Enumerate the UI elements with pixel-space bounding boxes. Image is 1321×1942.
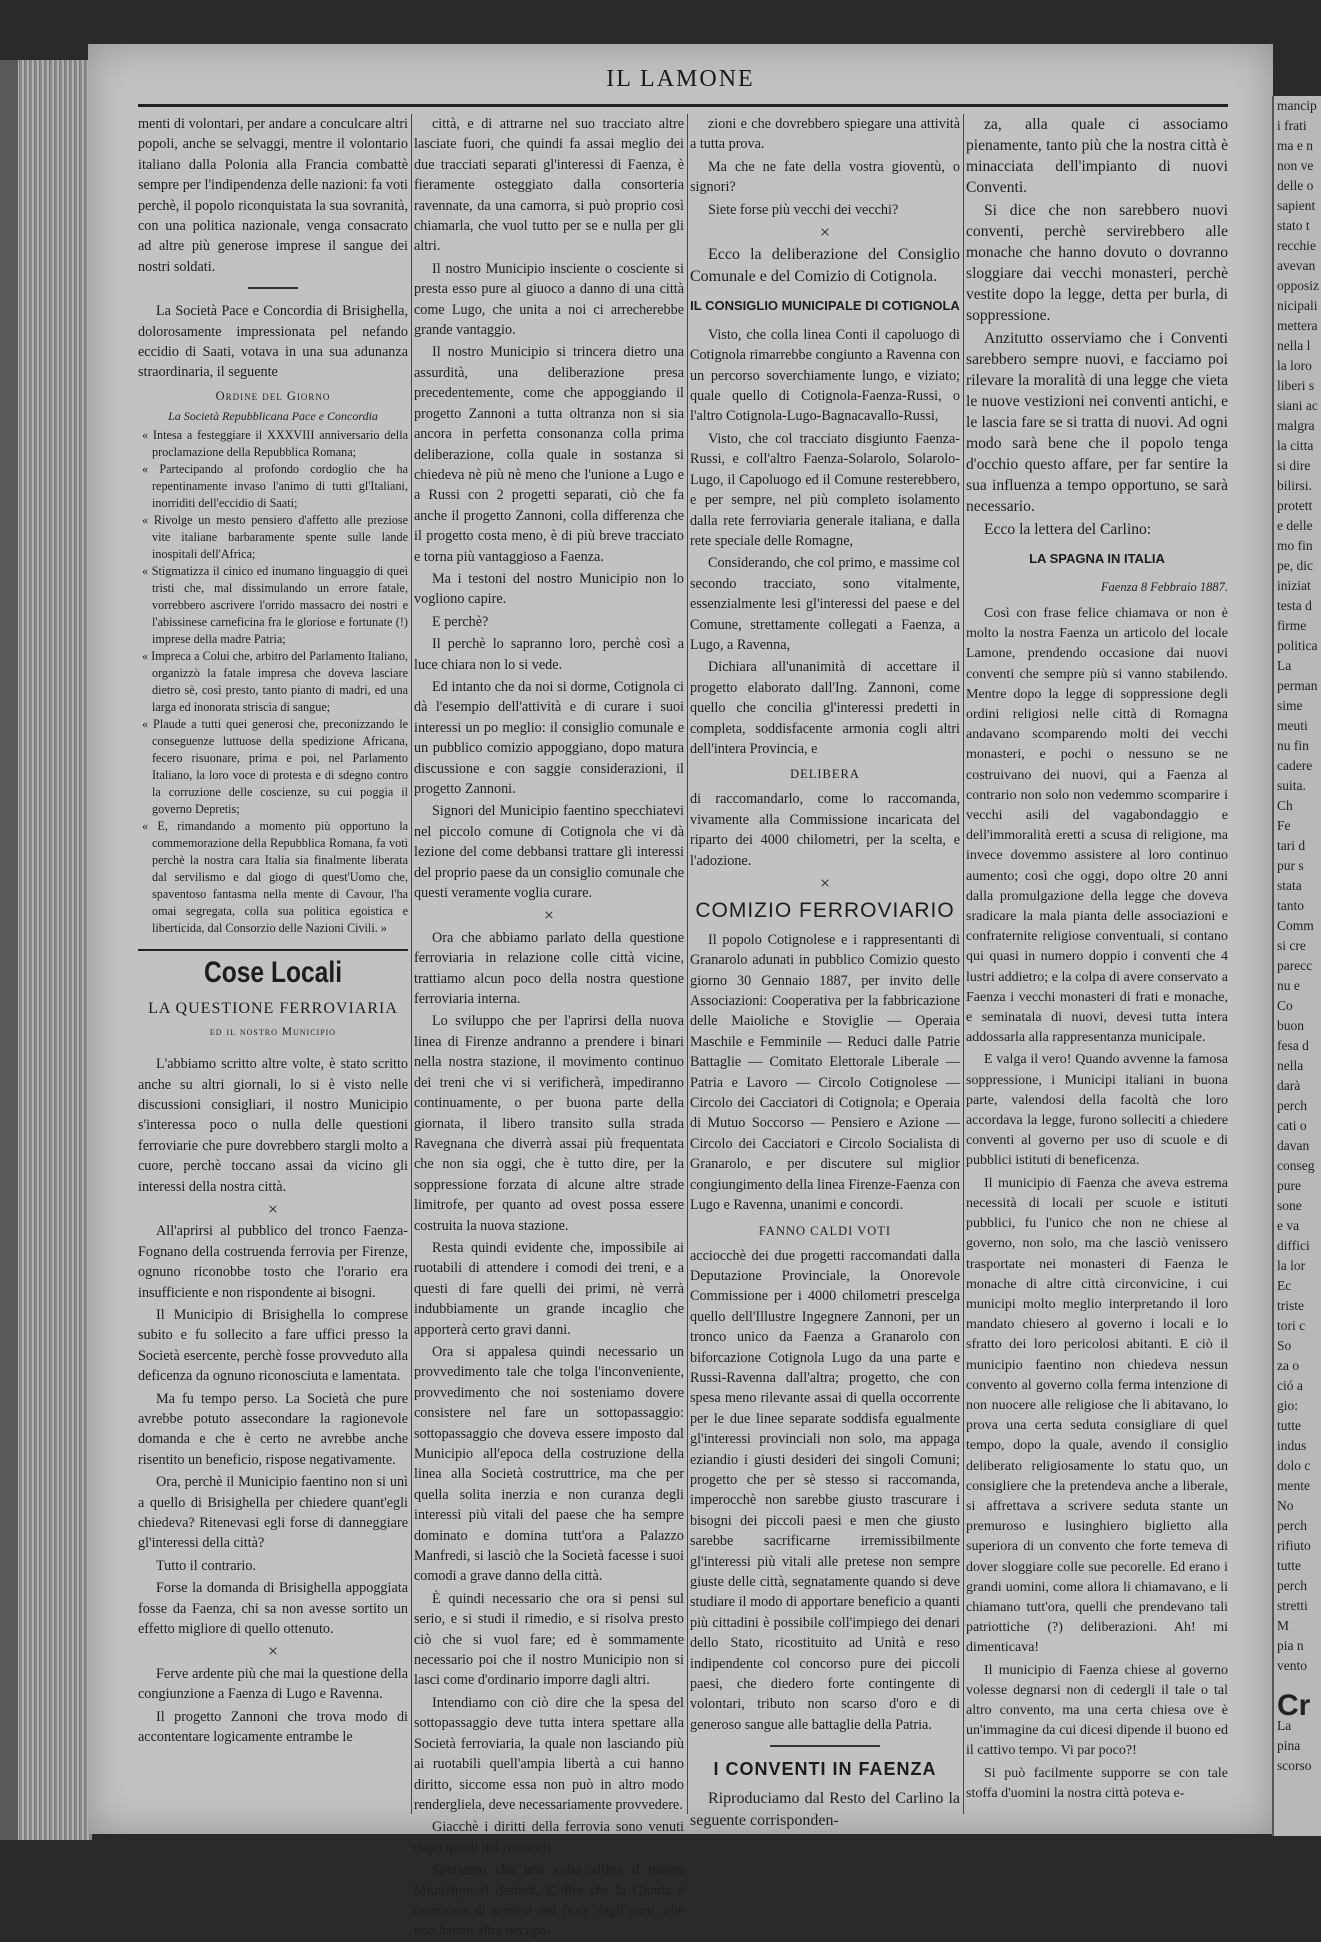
column-1 [138, 114, 408, 1814]
next-page-line: cati o [1277, 1118, 1307, 1133]
next-page-line: stato t [1277, 218, 1310, 233]
next-page-line: Fe [1277, 818, 1291, 833]
next-page-line: mettera [1277, 318, 1318, 333]
next-page-line: davan [1277, 1138, 1310, 1153]
odg-intro: La Società Repubblicana Pace e Concordia [168, 408, 378, 423]
odg-items [138, 427, 408, 937]
paragraph: città, e di attrarne nel suo tracciato altre lasciate fuori, che quindi fa assai meglio dei due tracciati separati gl'interessi di Faenza, è fieramente osteggiato dalla consorteria ravennate, da una camorra, si può proprio così chiamarla, che vuol tutto per se e nulla per gli altri. [414, 116, 684, 255]
paragraph: Ora che abbiamo parlato della questione ferroviaria in relazione colle città vicine, trattiamo alcun poco della nostra questione ferroviaria interna. [414, 929, 684, 1008]
cross-separator: × [543, 905, 555, 926]
paragraph: « Plaude a tutti quei generosi che, preconizzando le conseguenze luttuose della spedizione Africana, fecero risuonare, prima e poi, nel Parlamento Italiano, la loro voce di protesta e di sdegno contro la corruzione delle coscienze, su cui poggia il governo Depretis; [142, 716, 408, 816]
separator-full [138, 949, 408, 951]
next-page-line: mente [1277, 1478, 1310, 1493]
next-page-line: pia n [1277, 1638, 1304, 1653]
paragraph: Si può facilmente supporre se con tale stoffa d'uomini la nostra città poteva e- [966, 1765, 1228, 1801]
next-page-line: darà [1277, 1078, 1301, 1093]
odg-title: Ordine del Giorno [215, 388, 331, 403]
next-page-line: gio: [1277, 1398, 1299, 1413]
next-page-line: nicipali [1277, 298, 1318, 313]
paragraph: Signori del Municipio faentino specchiatevi nel piccolo comune di Cotignola che vi dà lezione del come debbansi trattare gli interessi del proprio paese da un consiglio comunale che questi veramente voglia curare. [414, 803, 684, 902]
separator [248, 287, 298, 289]
next-page-line: sone [1277, 1198, 1302, 1213]
paragraph: Il nostro Municipio insciente o cosciente si presta esso pure al giuoco a danno di una città come Lugo, che unita a noi ci arrecherebbe grande vantaggio. [414, 260, 684, 339]
paragraph: Ora si appalesa quindi necessario un provvedimento tale che tolga l'inconveniente, provvedimento che noi sosteniamo dovere consistere nel fare un sottopassaggio: sottopassaggio che doveva essere imposto dal Municipio all'epoca della costruzione della linea alla Società costruttrice, ma che per quella solita inerzia e non curanza degli interessi più vitali del paese che ha sempre dominato e domina tutt'ora a Palazzo Manfredi, si lasciò che la Società facesse i suoi comodi a grave danno della città. [414, 1343, 684, 1585]
paragraph: « E, rimandando a momento più opportuno la commemorazione della Repubblica Romana, fa voti perchè la nostra cara Italia sia finalmente liberata dal servilismo e dal giogo di quest'Uomo che, spaventoso fantasma nella mente di Cavour, l'ha omai segregata, colla sua politica egoistica e liberticida, dal Consorzio delle Nazioni Civili. » [142, 818, 408, 935]
next-page-line: si cre [1277, 938, 1306, 953]
paragraph: Ma i testoni del nostro Municipio non lo vogliono capire. [414, 570, 684, 608]
paragraph: Forse la domanda di Brisighella appoggiata fosse da Faenza, chi sa non avesse sortito un effetto migliore di quello ottenuto. [138, 1580, 408, 1638]
paragraph: Giacchè i diritti della ferrovia sono venuti dopo quelli dei ruotabili. [414, 1819, 684, 1856]
paragraph: za, alla quale ci associamo pienamente, tanto più che la nostra città è minacciata dell'impianto di nuovi Conventi. [966, 116, 1228, 196]
voti-text: acciocchè dei due progetti raccomandati dalla Deputazione Provinciale, la Onorevole Commissione per i 4000 chilometri prescelga quello dell'Illustre Ingegnere Zannoni, per un tronco unico da Faenza a Granarolo con biforcazione Cotignola Lugo da una parte e Russi-Ravenna dall'altra; progetto, che con spesa meno rilevante assai di quella occorrente per le due linee separate soddisfa egualmente gl'interessi provinciali non solo, ma appaga eziandio i giusti desideri dei singoli Comuni; progetto che per sè stesso si raccomanda, imperocchè non sarebbe giusto trascurare i bisogni dei piccoli paesi e men che giusto sarebbe sacrificarne irremissibilmente gl'interessi più vitali alle pretese non sempre giuste delle città, segnatamente quando si deve studiare il modo di apportare beneficio a quanti più cittadini è possibile coll'impiego dei denari dello Stato, ricostituito ad Unità e reso indipendente col concorso pure dei piccoli paesi, che diedero forte contingente di volontari, tributo non scarso d'oro e di generoso sangue alle battaglie della Patria. [690, 1247, 960, 1733]
next-page-line: nella l [1277, 338, 1311, 353]
next-page-line: sime [1277, 698, 1303, 713]
col1-paras-b [138, 1221, 408, 1639]
spagna-title: LA SPAGNA IN ITALIA [1029, 551, 1165, 566]
paragraph: menti di volontari, per andare a conculcare altri popoli, anche se selvaggi, mentre il volontario italiano dalla Polonia alla Francia combattè sempre per l'indipendenza delle nazioni: fa voti perchè, il popolo riconquistata la sua sovranità, con una politica nazionale, venga consacrato ad altre più generose imprese il sangue dei nostri soldati. [138, 116, 408, 275]
next-page-heading: Cr [1277, 1689, 1311, 1722]
paragraph: Il progetto Zannoni che trova modo di accontentare logicamente entrambe le [138, 1708, 408, 1746]
masthead: IL LAMONE [606, 66, 755, 92]
next-page-line: avevan [1277, 258, 1316, 273]
masthead-rule [138, 104, 1228, 107]
riproduciamo-paragraph: Riproduciamo dal Resto del Carlino la seguente corrisponden- [690, 1789, 960, 1829]
paragraph: Visto, che colla linea Conti il capoluogo di Cotignola rimarrebbe congiunto a Ravenna con un percorso soverchiamente lungo, e viziato; quale quello di Cotignola-Faenza-Russi, o l'altro Cotignola-Lugo-Bagnacavallo-Russi, [690, 326, 960, 425]
next-page-line: diffici [1277, 1238, 1310, 1253]
next-page-line: firme [1277, 618, 1307, 633]
next-page-line: La [1277, 658, 1292, 673]
columns [138, 114, 1228, 1940]
next-page-line: mancip [1277, 98, 1317, 113]
next-page-line: nella [1277, 1058, 1304, 1073]
next-page-line: indus [1277, 1438, 1307, 1453]
paragraph: Il municipio di Faenza che aveva estrema necessità di locali per scuole e istituti pubblici, fu l'unico che non ne chiese al governo, non solo, ma che lasciò venissero trasportate nei monasteri di Faenza le monache di altre città circonvicine, i cui municipi molto meglio interpretando il loro mandato chiesero al governo i locali e lo sfratto dei loro pericolosi abitanti. E ciò il municipio faentino non chiedeva nessun convento al governo colla ferma intenzione di non nuocere alle religiose che li abitavano, lo prova una certa seduta consigliare di quel tempo, dopo la quale, avendo il consiglio deliberato religiosamente lo statu quo, un consigliere che la pretendeva anche a liberale, si affrettava a scrivere seduta stante un premuroso e lusinghiero biglietto alla superiora di un convento che forte temeva di dover sloggiare colle sue pecorelle. Ed erano i grandi uomini, come allora li chiamavano, e li chiamano tutt'ora, quelli che prendevano tali patriottiche (?) deliberazioni. Ah! mi dimenticava! [966, 1175, 1228, 1656]
next-page-line: sapient [1277, 198, 1316, 213]
paragraph: L'abbiamo scritto altre volte, è stato scritto anche su altri giornali, lo si è visto nelle discussioni consigliari, il nostro Municipio s'interessa poco o nulla delle questioni ferroviarie che pure dovrebbero stargli molto a cuore, perchè toccano assai da vicino gli interessi della nostra città. [138, 1056, 408, 1195]
fanno-voti-heading: FANNO CALDI VOTI [758, 1223, 892, 1238]
paragraph: Ed intanto che da noi si dorme, Cotignola ci dà l'esempio dell'attività e di curare i suoi interessi un po meglio: il consiglio comunale e un pubblico comizio appoggiano, dopo matura discussione e con saggie considerazioni, il progetto Zannoni. [414, 678, 684, 797]
paragraph: Siete forse più vecchi dei vecchi? [708, 201, 899, 218]
paragraph: Si dice che non sarebbero nuovi conventi, perchè servirebbero alle monache che hanno dovuto o dovranno sloggiare dai vecchi monasteri, perchè vestite dopo la legge, detta per burla, di soppressione. [966, 202, 1228, 324]
next-page-line: la lor [1277, 1258, 1306, 1273]
next-page-line: suita. [1277, 778, 1306, 793]
next-page-line: Ch [1277, 798, 1293, 813]
next-page-line: perch [1277, 1098, 1307, 1113]
next-page-line: siani ac [1277, 398, 1318, 413]
paragraph: « Stigmatizza il cinico ed inumano linguaggio di quei tristi che, mal dissimulando un errore fatale, vorrebbero ascrivere l'orrido massacro dei nostri e l'abissinese carneficina fra le gloriose e fortunate (!) imprese della madre Patria; [142, 563, 408, 646]
column-divider [411, 114, 412, 1814]
next-page-line: pure [1277, 1178, 1301, 1193]
newspaper-page [88, 44, 1273, 1940]
separator [770, 1745, 880, 1747]
next-page-bottom [1274, 1716, 1321, 1776]
col1-paras-a [138, 1054, 408, 1197]
next-page-line: tutte [1277, 1558, 1301, 1573]
next-page-line: delle o [1277, 178, 1314, 193]
next-page-line: liberi s [1277, 378, 1315, 393]
paragraph: Il municipio di Faenza chiese al governo volesse degnarsi non di cedergli il tale o tal altro convento, ma una certa chiesa ove è un'immagine da cui dicesi dipende il buono ed il cattivo tempo. Vi par poco?! [966, 1662, 1228, 1759]
next-page-line: vento [1277, 1658, 1307, 1673]
next-page-line: conseg [1277, 1158, 1315, 1173]
next-page-line: e va [1277, 1218, 1300, 1233]
next-page-line: politica [1277, 638, 1318, 653]
comizio-text: Il popolo Cotignolese e i rappresentanti di Granarolo adunati in pubblico Comizio questo giorno 30 Gennaio 1887, per invito delle Associazioni: Cooperativa per la fabbricazione delle Maioliche e Stoviglie — Operaia Maschile e Femminile — Reduci dalle Patrie Battaglie — Comitato Elettorale Liberale — Patria e Lavoro — Circolo Cotignolese — Circolo dei Cacciatori di Cotignola; e Operaia di Mutuo Soccorso — Pensiero e Azione — Circolo dei Cacciatori e Circolo Socialista di Granarolo, e per discutere sul miglior congiungimento della linea Firenze-Faenza con Lugo e Ravenna, unanimi e concordi. [690, 931, 960, 1214]
next-page-line: buon [1277, 1018, 1304, 1033]
next-page-line: pe, dic [1277, 558, 1313, 573]
ecco-paragraph: Ecco la deliberazione del Consiglio Comunale e del Comizio di Cotignola. [690, 246, 960, 286]
paragraph: Tutto il contrario. [156, 1557, 256, 1574]
next-page-line: cadere [1277, 758, 1313, 773]
cross-separator: × [267, 1198, 279, 1219]
next-page-line: non ve [1277, 158, 1314, 173]
book-spine [0, 60, 18, 1840]
cross-separator: × [819, 222, 831, 243]
column-divider [963, 114, 964, 1814]
next-page-line: stretti [1277, 1598, 1308, 1613]
next-page-line: ció a [1277, 1378, 1303, 1393]
paragraph: « Rivolge un mesto pensiero d'affetto alle preziose vite italiane barbaramente spente sulle lande inospitali dell'Africa; [142, 512, 408, 561]
comizio-title: COMIZIO FERROVIARIO [695, 899, 955, 923]
dateline: Faenza 8 Febbraio 1887. [1100, 580, 1228, 594]
paragraph: Resta quindi evidente che, impossibile ai ruotabili di attendere i comodi dei treni, e a questi di fare quelli dei primi, nè verrà indubbiamente un grande incaglio che apporterà certo gravi danni. [414, 1239, 684, 1338]
next-page-line: perman [1277, 678, 1318, 693]
paragraph: Visto, che col tracciato disgiunto Faenza-Russi, e coll'altro Faenza-Solarolo, Solarolo-Lugo, il Capoluogo ed il Comune resterebbero, e per sempre, nel più completo isolamento dalla rete ferroviaria generale italiana, e dalla rete speciale delle Romagne, [690, 430, 960, 549]
next-page-line: tutte [1277, 1418, 1301, 1433]
next-page-line: nu e [1277, 978, 1300, 993]
next-page-fragment [1272, 96, 1321, 1836]
next-page-line: dolo c [1277, 1458, 1311, 1473]
paragraph: Considerando, che col primo, e massime col secondo tracciato, sono vitalmente, essenzialmente lesi gl'interessi del paese e del Comune, strettamente collegati a Faenza, a Lugo, a Ravenna, [690, 555, 960, 653]
next-page-line: tanto [1277, 898, 1304, 913]
column-4 [966, 114, 1228, 1814]
delibera-text: di raccomandarlo, come lo raccomanda, vivamente alla Commissione incaricata del riparto dei 4000 chilometri, per la scelta, e l'adozione. [690, 791, 960, 869]
next-page-line: fesa d [1277, 1038, 1309, 1053]
next-page-line: scorso [1277, 1758, 1312, 1773]
next-page-line: Comm [1277, 918, 1314, 933]
next-page-line: tari d [1277, 838, 1306, 853]
paragraph: E valga il vero! Quando avvenne la famosa soppressione, i Municipi italiani in buona parte, valendosi della facoltà che loro accordava la legge, furono solleciti a chiedere conventi al governo per uso di scuole e di pubblici istituti di beneficenza. [966, 1052, 1228, 1169]
next-page-line: opposiz [1277, 278, 1319, 293]
next-page-line: rifiuto [1277, 1538, 1311, 1553]
paragraph: « Partecipando al profondo cordoglio che ha repentinamente invaso l'animo di tutti gl'Italiani, inorriditi dell'eccidio di Saati; [142, 461, 408, 510]
next-page-line: la loro [1277, 358, 1312, 373]
questione-subtitle: ed il nostro Municipio [209, 1025, 337, 1038]
paragraph: Ora, perchè il Municipio faentino non si unì a quello di Brisighella per chiedere quant'egli chiedeva? Ritenevasi egli forse di danneggiare gl'interessi della città? [138, 1474, 408, 1552]
paragraph: zioni e che dovrebbero spiegare una attività a tutta prova. [690, 116, 960, 153]
next-page-line: perch [1277, 1578, 1307, 1593]
next-page-line: iniziat [1277, 578, 1311, 593]
cross-separator: × [267, 1641, 279, 1662]
paragraph: « Impreca a Colui che, arbitro del Parlamento Italiano, organizzò la fatale impresa che doveva lasciare dietro sè, così presto, tanto pianto di madri, ed una larga ed inonorata striscia di sangue; [142, 648, 408, 714]
consiglio-title: IL CONSIGLIO MUNICIPALE DI COTIGNOLA [690, 298, 960, 314]
col2-paras-b [414, 928, 684, 1942]
next-page-line: bilirsi. [1277, 478, 1312, 493]
paragraph: Intendiamo con ciò dire che la spesa del sottopassaggio deve tutta intera spettare alla Società ferroviaria, la quale non lasciando più ai ruotabili quell'ampia libertà a cui hanno diritto, siccome essa non può in altro modo rendergliela, deve necessariamente provvedere. [414, 1694, 684, 1813]
next-page-line: mo fin [1277, 538, 1313, 553]
next-page-line: recchie [1277, 238, 1316, 253]
delibera-heading: DELIBERA [790, 767, 860, 782]
paragraph: Il nostro Municipio si trincera dietro una assurdità, una deliberazione presa precedentemente, come che appoggiando il progetto Zannoni a tutta oltranza non si sia ancora in perfetta consonanza colla prima deliberazione, colla quale in sostanza si chiedeva nè più nè meno che l'unione a Lugo e a Russi con 2 progetti separati, ciò che fa anche il progetto Zannoni, colla differenza che il progetto costa meno, è di più breve tracciato e torna più vantaggioso a Faenza. [414, 344, 684, 565]
next-page-line: So [1277, 1338, 1292, 1353]
paragraph: Il perchè lo sapranno loro, perchè così a luce chiara non lo si vede. [414, 636, 684, 673]
next-page-line: protett [1277, 498, 1313, 513]
paragraph: Lo sviluppo che per l'aprirsi della nuova linea di Firenze andranno a prendere i binari nella nostra stazione, il movimento continuo dei treni che vi si verificherà, impediranno continuamente, o per buona parte della giornata, il libero transito sulla strada Ravegnana che diverrà assai più frequentata che non sia oggi, che è tutto dire, per la soppressione forzata di alcune altre strade limitrofe, per quanto ad ovest possa essere costruita la nuova stazione. [414, 1013, 684, 1234]
paragraph: Ma che ne fate della vostra gioventù, o signori? [690, 158, 960, 196]
col4-paras-a [966, 114, 1228, 540]
paragraph: Così con frase felice chiamava or non è molto la nostra Faenza un articolo del locale Lamone, prendendo occasione dai nuovi conventi che sempre più si vanno stabilendo. Mentre dopo la legge di soppressione degli ordini religiosi nelle città di Romagna andavano scomparendo molti dei vecchi monasteri, e pochi o nessuno se ne costruivano dei nuovi, qui a Faenza al contrario non solo non vedemmo scomparire i vecchi asili del vagabondaggio e dell'immoralità eretti a scusa di religione, ma invece dovemmo assistere al loro continuo aumento; così che oggi, dopo oltre 20 anni dalla promulgazione della legge che doveva sradicare la mala pianta delle associazioni e confraternite religiose conventuali, si contano qui quasi in numero doppio i conventi che 4 lustri addietro; e la colpa di avere conservato a Faenza i vecchi monasteri di frati e monache, e seminatala di nuovi, devesi tutta intera addossarla alla rappresentanza municipale. [966, 606, 1228, 1046]
next-page-line: Co [1277, 998, 1293, 1013]
col1-intro [138, 114, 408, 277]
next-page-line: tori c [1277, 1318, 1306, 1333]
next-page-line: nu fin [1277, 738, 1309, 753]
paragraph: Anzitutto osserviamo che i Conventi sarebbero sempre nuovi, e facciamo poi rilevare la moralità di una legge che vieta le nuove vestizioni nei conventi antichi, e le lascia fare se si tratta di nuovi. Ad ogni modo sarà bene che il popolo tenga d'occhio questo affare, per far sentire la sua influenza a tempo opportuno, se sarà necessario. [966, 330, 1228, 515]
paragraph: Ecco la lettera del Carlino: [984, 521, 1152, 538]
next-page-line: e delle [1277, 518, 1313, 533]
column-divider [687, 114, 688, 1814]
col3-paras-b [690, 325, 960, 760]
paragraph: È quindi necessario che ora si pensi sul serio, e si studi il rimedio, e si risolva presto ciò che si vuol fare; ed è sommamente necessario poi che il nostro Municipio non si lasci come d'ordinario imporre dagli altri. [414, 1590, 684, 1689]
next-page-line: Ec [1277, 1278, 1292, 1293]
cose-locali-heading: Cose Locali [203, 955, 343, 989]
paragraph: Speriamo che una volta alfine il nostro Municipio si desterà. E dire che la Giunta è composta di uomini nel fiore degli anni, che non hanno altre occupa- [414, 1862, 684, 1940]
paragraph: Ferve ardente più che mai la questione della congiunzione a Faenza di Lugo e Ravenna. [138, 1665, 408, 1703]
paragraph: Ma fu tempo perso. La Società che pure avrebbe potuto assecondare la ragionevole domanda e che è certo ne avrebbe anche risentito un beneficio, rispose negativamente. [138, 1390, 408, 1468]
col2-paras-a [414, 114, 684, 903]
conventi-title: I CONVENTI IN FAENZA [713, 1759, 937, 1780]
next-page-line: za o [1277, 1358, 1300, 1373]
cross-separator: × [819, 873, 831, 893]
col3-paras-a [690, 114, 960, 220]
next-page-text [1274, 96, 1321, 1676]
next-page-line: pur s [1277, 858, 1304, 873]
next-page-line: parecc [1277, 958, 1313, 973]
next-page-line: No [1277, 1498, 1294, 1513]
next-page-line: meuti [1277, 718, 1308, 733]
societa-paragraph: La Società Pace e Concordia di Brisighella, dolorosamente impressionata pel nefando eccidio di Saati, votava in una sua adunanza straordinaria, il seguente [138, 303, 408, 381]
next-page-line: La [1277, 1718, 1292, 1733]
paragraph: Dichiara all'unanimità di accettare il progetto elaborato dall'Ing. Zannoni, come quello che concilia gl'interessi predetti in completa, soddisfacente armonia cogli altri dell'intera Provincia, e [690, 659, 960, 757]
next-page-line: pina [1277, 1738, 1301, 1753]
next-page-line: testa d [1277, 598, 1312, 613]
column-2 [414, 114, 684, 1940]
col1-paras-c [138, 1664, 408, 1748]
next-page-line: stata [1277, 878, 1302, 893]
paragraph: Il Municipio di Brisighella lo comprese subito e fu sollecito a fare uffici presso la Società esercente, perchè fosse provveduto alla deficenza da ognuno riconosciuta e lamentata. [138, 1306, 408, 1385]
next-page-line: malgra [1277, 418, 1315, 433]
next-page-line: perch [1277, 1518, 1307, 1533]
paragraph: All'aprirsi al pubblico del tronco Faenza-Fognano della costruenda ferrovia per Firenze, ognuno riconobbe tosto che l'orario era insufficiente e non rispondente ai bisogni. [138, 1223, 408, 1301]
paragraph: « Intesa a festeggiare il XXXVIII anniversario della proclamazione della Repubblica Romana; [142, 427, 408, 459]
next-page-line: si dire [1277, 458, 1311, 473]
column-3 [690, 114, 960, 1829]
questione-title: LA QUESTIONE FERROVIARIA [148, 1000, 398, 1018]
next-page-line: M [1277, 1618, 1290, 1633]
next-page-line: ma e n [1277, 138, 1313, 153]
next-page-line: i frati [1277, 118, 1307, 133]
paragraph: E perchè? [432, 613, 489, 630]
col4-paras-b [966, 604, 1228, 1804]
next-page-line: triste [1277, 1298, 1304, 1313]
next-page-line: la citta [1277, 438, 1314, 453]
